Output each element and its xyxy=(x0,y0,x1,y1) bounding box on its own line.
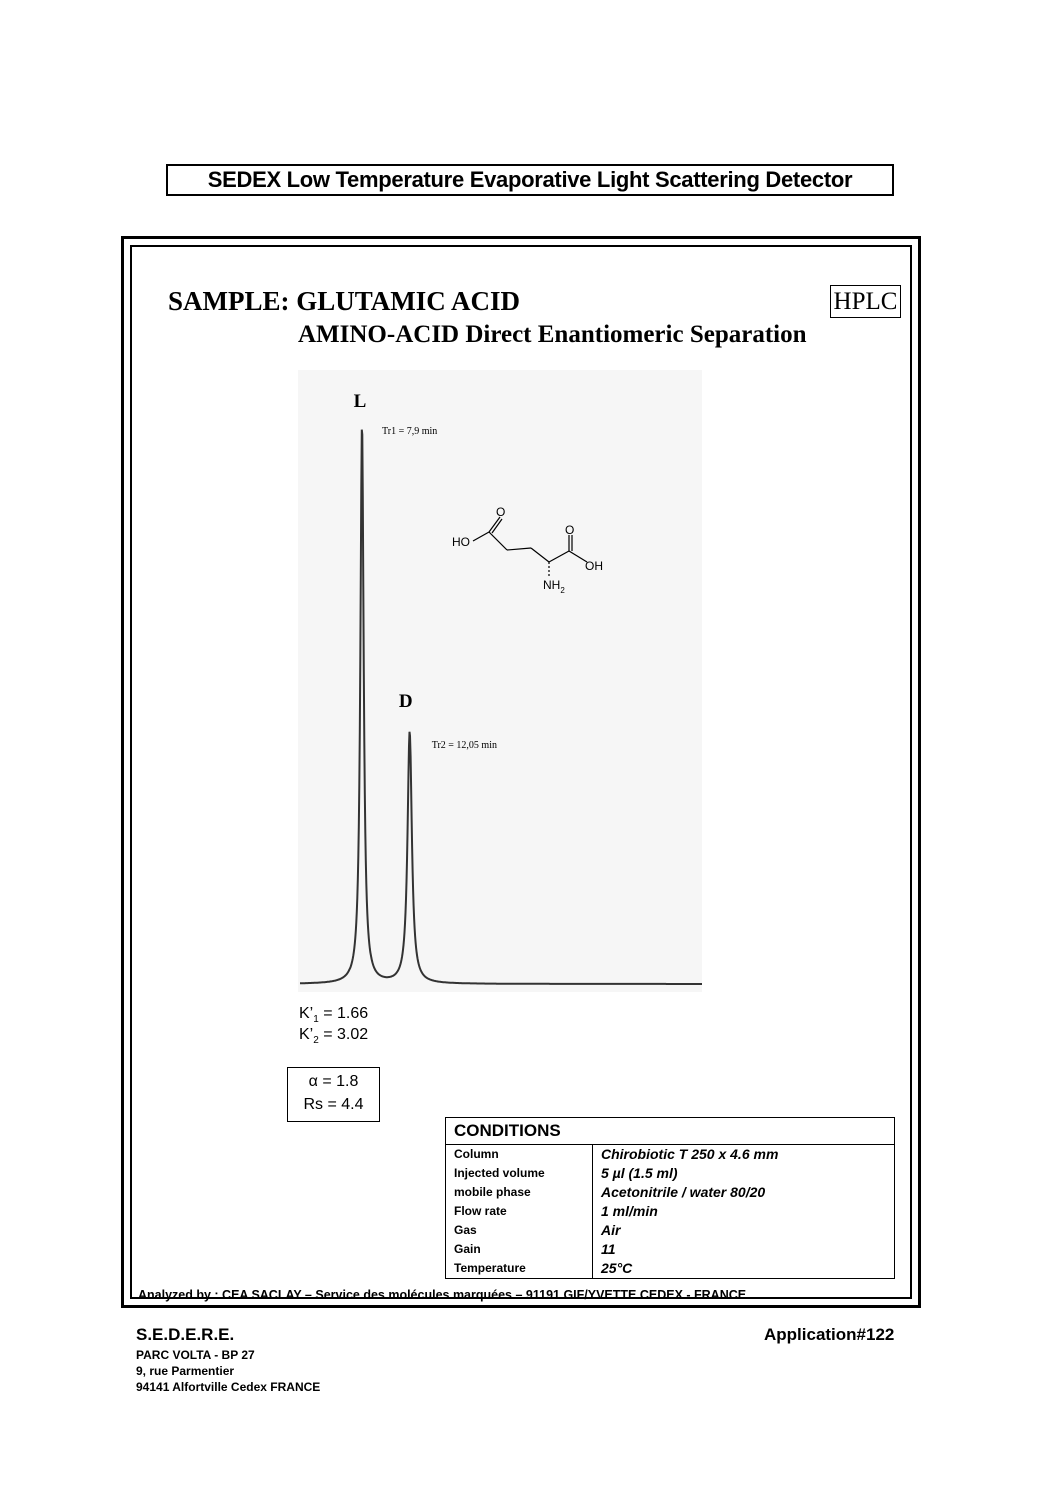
resolution-value: Rs = 4.4 xyxy=(303,1096,364,1113)
separation-stats-box xyxy=(287,1067,380,1122)
condition-label: Gas xyxy=(446,1221,593,1240)
condition-value: 1 ml/min xyxy=(601,1203,658,1219)
oxygen-label-right: O xyxy=(565,523,575,537)
condition-label: Column xyxy=(446,1145,593,1165)
chart-background xyxy=(298,370,702,992)
sample-title: SAMPLE: GLUTAMIC ACID xyxy=(168,286,521,316)
peak-annotation-d: Tr2 = 12,05 min xyxy=(431,740,497,751)
application-number: Application#122 xyxy=(764,1325,895,1344)
chromatogram xyxy=(290,370,710,1010)
hplc-badge: HPLC xyxy=(830,285,901,318)
conditions-heading: CONDITIONS xyxy=(446,1118,895,1145)
condition-value: 5 µl (1.5 ml) xyxy=(601,1165,678,1181)
table-row xyxy=(446,1202,895,1221)
peak-label-d: D xyxy=(398,691,413,712)
address-line-1: PARC VOLTA - BP 27 xyxy=(136,1348,255,1362)
address-line-2: 9, rue Parmentier xyxy=(136,1364,235,1378)
table-row xyxy=(446,1221,895,1240)
peak-label-l: L xyxy=(353,391,367,412)
table-row xyxy=(446,1183,895,1202)
condition-label: Injected volume xyxy=(446,1164,593,1183)
condition-value: Chirobiotic T 250 x 4.6 mm xyxy=(601,1146,779,1162)
table-row xyxy=(446,1145,895,1165)
hydroxyl-label-right: OH xyxy=(585,559,603,573)
document-banner: SEDEX Low Temperature Evaporative Light Scattering Detector xyxy=(166,164,894,196)
hydroxyl-label-left: HO xyxy=(452,535,470,549)
alpha-value: α = 1.8 xyxy=(308,1073,359,1090)
oxygen-label-left: O xyxy=(496,505,506,519)
k1-value: $K’_1 = 1.66$ xyxy=(299,1005,369,1026)
table-row xyxy=(446,1164,895,1183)
glutamic-acid-structure xyxy=(445,505,615,600)
condition-value: Acetonitrile / water 80/20 xyxy=(601,1184,766,1200)
condition-value: 25°C xyxy=(601,1260,633,1276)
table-row xyxy=(446,1240,895,1259)
condition-value: 11 xyxy=(601,1241,616,1257)
condition-label: Flow rate xyxy=(446,1202,593,1221)
subtitle: AMINO-ACID Direct Enantiomeric Separation xyxy=(298,321,807,348)
condition-value: Air xyxy=(601,1222,621,1238)
company-name: S.E.D.E.R.E. xyxy=(136,1325,235,1344)
analyzed-by: Analyzed by : CEA SACLAY – Service des molécules marquées – 91191 GIF/YVETTE CEDEX - FRANCE xyxy=(138,1288,747,1302)
condition-label: mobile phase xyxy=(446,1183,593,1202)
condition-label: Temperature xyxy=(446,1259,593,1279)
k2-value: $K’_2 = 3.02$ xyxy=(299,1026,369,1047)
condition-label: Gain xyxy=(446,1240,593,1259)
peak-annotation-l: Tr1 = 7,9 min xyxy=(382,426,438,437)
amine-label: $NH_2$ xyxy=(543,578,565,595)
address-line-3: 94141 Alfortville Cedex FRANCE xyxy=(136,1380,321,1394)
conditions-table xyxy=(445,1117,895,1279)
table-row xyxy=(446,1259,895,1279)
